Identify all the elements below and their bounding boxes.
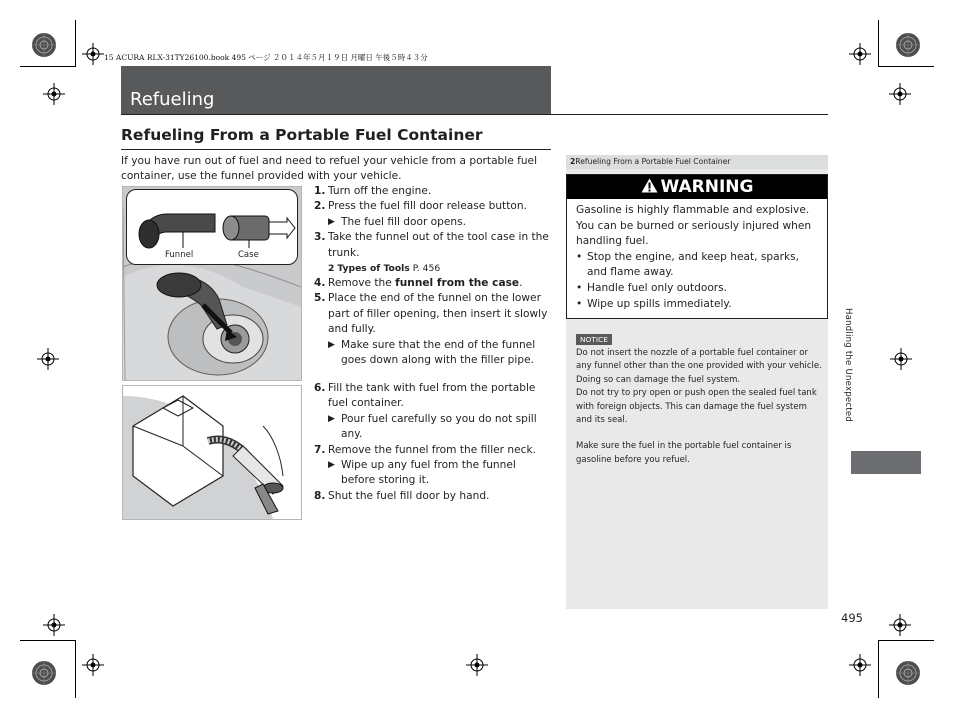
parts-callout xyxy=(126,189,298,265)
note-arrow-icon: ▶ xyxy=(328,216,335,227)
step-number: 2. xyxy=(314,200,326,213)
warning-triangle-icon xyxy=(641,178,658,193)
notice-paragraph: Do not try to pry open or push open the sealed fuel tank with foreign objects. This can damage the fuel system and its seal. xyxy=(576,388,817,426)
color-target-icon xyxy=(31,32,57,58)
step-2 xyxy=(314,199,552,214)
funnel-insertion-illustration xyxy=(122,186,302,381)
note-arrow-icon: ▶ xyxy=(328,413,335,424)
case-label: Case xyxy=(238,250,259,260)
step-6-note xyxy=(314,412,552,443)
file-header: 15 ACURA RLX-31TY26100.book 495 ページ ２０１４年５月１９日 月曜日 午後５時４３分 xyxy=(104,53,428,62)
notice-text xyxy=(576,347,824,467)
step-2-note xyxy=(314,215,552,230)
step-7-note xyxy=(314,458,552,489)
note-text: Wipe up any fuel from the funnel before storing it. xyxy=(341,459,516,487)
warning-label: WARNING xyxy=(660,177,754,197)
chapter-thumb-tab xyxy=(851,451,921,474)
page-heading: Refueling From a Portable Fuel Container xyxy=(121,126,483,144)
chapter-side-tab-label: Handling the Unexpected xyxy=(843,308,853,423)
registration-mark-icon xyxy=(37,348,59,370)
step-4 xyxy=(314,276,552,291)
registration-mark-icon xyxy=(849,43,871,65)
steps-list-1 xyxy=(314,184,552,368)
step-text: Remove the funnel from the filler neck. xyxy=(328,443,536,456)
warning-bullet-text: Wipe up spills immediately. xyxy=(587,297,732,310)
xref-label: Types of Tools xyxy=(337,263,410,275)
portable-container-drawing xyxy=(123,386,301,519)
step-text: Press the fuel fill door release button. xyxy=(328,200,527,213)
step-number: 6. xyxy=(314,382,326,394)
pouring-fuel-illustration xyxy=(122,385,302,520)
step-3 xyxy=(314,230,552,261)
warning-bullet: • Wipe up spills immediately. xyxy=(576,297,732,310)
top-rule xyxy=(121,114,828,115)
step-text: Remove the xyxy=(328,277,396,290)
sidebar-reference xyxy=(566,155,828,169)
notice-paragraph: Make sure the fuel in the portable fuel container is gasoline before you refuel. xyxy=(576,441,792,465)
step-text-end: . xyxy=(519,277,523,290)
note-text: Make sure that the end of the funnel goes down along with the filler pipe. xyxy=(341,338,536,367)
step-text: Fill the tank with fuel from the portable fuel container. xyxy=(328,382,536,410)
chapter-side-tab xyxy=(843,308,863,448)
cross-reference-icon: 2 xyxy=(328,263,335,275)
step-8 xyxy=(314,489,552,504)
warning-bullet: • Handle fuel only outdoors. xyxy=(576,281,728,294)
warning-header xyxy=(567,175,827,199)
warning-bullet-text: Stop the engine, and keep heat, sparks, and flame away. xyxy=(587,250,799,279)
registration-mark-icon xyxy=(889,614,911,636)
step-number: 7. xyxy=(314,443,326,456)
types-of-tools-link[interactable] xyxy=(314,261,552,276)
step-text: Turn off the engine. xyxy=(328,185,432,197)
warning-bullet: • Stop the engine, and keep heat, sparks, and flame away. xyxy=(576,250,799,279)
step-number: 1. xyxy=(314,185,326,197)
warning-list xyxy=(576,250,822,312)
registration-mark-icon xyxy=(890,348,912,370)
registration-mark-icon xyxy=(43,614,65,636)
heading-rule xyxy=(121,149,551,150)
step-5 xyxy=(314,291,552,337)
registration-mark-icon xyxy=(466,654,488,676)
step-1 xyxy=(314,184,552,199)
step-number: 5. xyxy=(314,292,326,305)
cross-reference-icon: 2 xyxy=(570,157,576,166)
registration-mark-icon xyxy=(849,654,871,676)
step-text-bold: funnel from the case xyxy=(395,277,520,290)
registration-mark-icon xyxy=(889,83,911,105)
note-arrow-icon: ▶ xyxy=(328,339,335,350)
step-7 xyxy=(314,443,552,458)
registration-mark-icon xyxy=(82,654,104,676)
color-target-icon xyxy=(895,660,921,686)
funnel-and-case-drawing xyxy=(127,190,299,266)
registration-mark-icon xyxy=(43,83,65,105)
registration-mark-icon xyxy=(82,43,104,65)
warning-bullet-text: Handle fuel only outdoors. xyxy=(587,281,728,294)
section-title: Refueling xyxy=(130,89,215,110)
step-number: 4. xyxy=(314,277,326,290)
intro-paragraph: If you have run out of fuel and need to refuel your vehicle from a portable fuel container, use the funnel provided with your vehicle. xyxy=(121,155,538,183)
color-target-icon xyxy=(31,660,57,686)
step-6 xyxy=(314,381,552,412)
note-text: Pour fuel carefully so you do not spill any. xyxy=(341,412,537,441)
note-text: The fuel fill door opens. xyxy=(341,215,467,228)
step-text: Place the end of the funnel on the lower part of filler opening, then insert it slowly and fully. xyxy=(328,292,548,336)
step-text: Take the funnel out of the tool case in the trunk. xyxy=(328,231,549,259)
steps-list-2 xyxy=(314,381,552,504)
notice-badge: NOTICE xyxy=(576,334,612,345)
step-number: 3. xyxy=(314,231,326,244)
warning-box xyxy=(566,174,828,319)
sidebar-reference-title: Refueling From a Portable Fuel Container xyxy=(575,157,731,166)
step-5-note xyxy=(314,338,552,369)
note-arrow-icon: ▶ xyxy=(328,460,335,471)
warning-body xyxy=(576,203,822,312)
step-text: Shut the fuel fill door by hand. xyxy=(328,489,490,502)
notice-paragraph: Do not insert the nozzle of a portable fuel container or any funnel other than the one provided with your vehicle. Doing so can damage the fuel system. xyxy=(576,348,822,385)
page-number: 495 xyxy=(841,611,863,625)
xref-page: P. 456 xyxy=(412,263,441,275)
funnel-label: Funnel xyxy=(165,250,194,260)
step-number: 8. xyxy=(314,489,326,502)
warning-intro: Gasoline is highly flammable and explosive. You can be burned or seriously injured when handling fuel. xyxy=(576,204,812,248)
color-target-icon xyxy=(895,32,921,58)
